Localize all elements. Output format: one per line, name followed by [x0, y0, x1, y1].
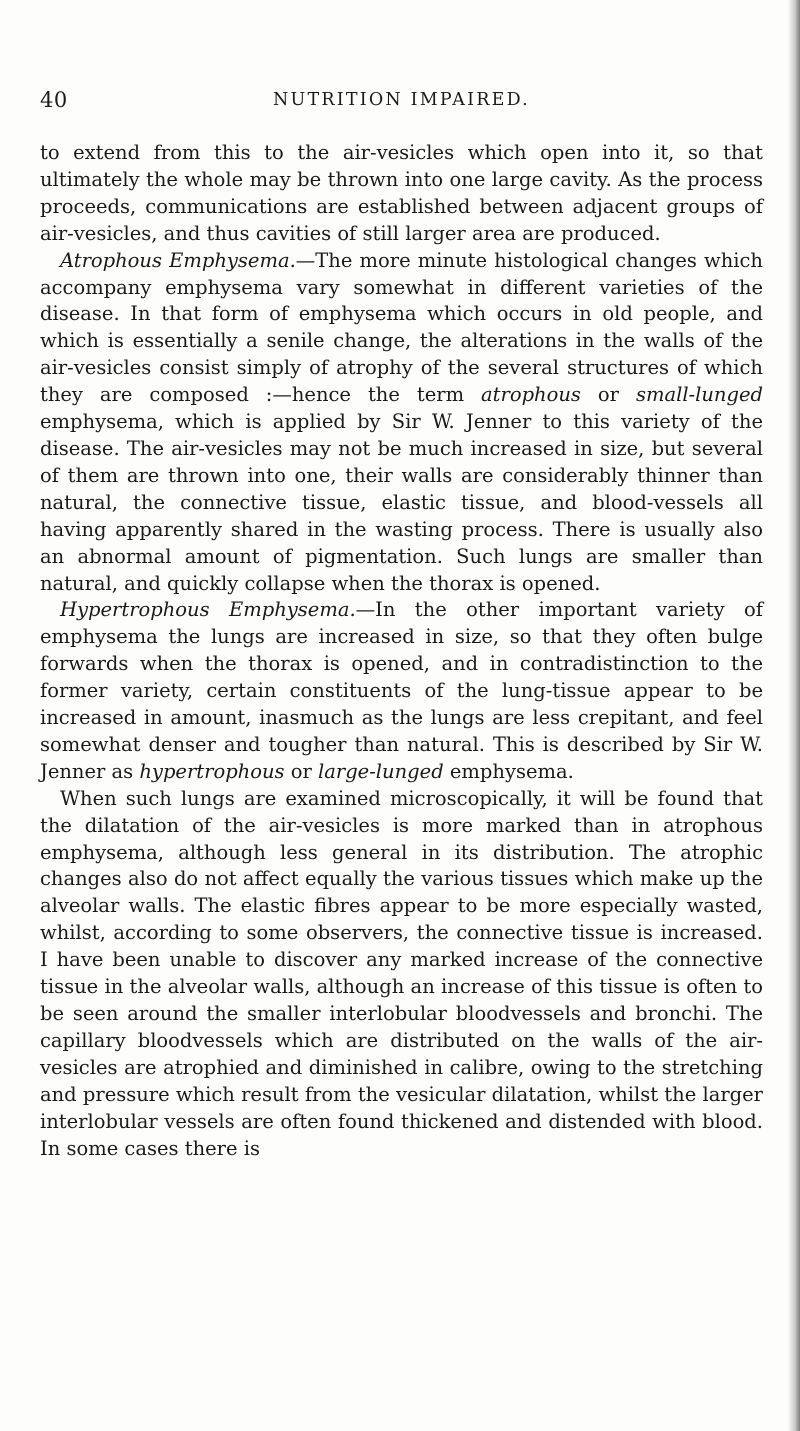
paragraph-microscopic-findings	[40, 786, 763, 1163]
page-number: 40	[40, 88, 68, 112]
paragraph-atrophous-emphysema	[40, 248, 763, 598]
term-large-lunged: large-lunged	[318, 759, 444, 783]
page-edge-shadow	[788, 0, 800, 1431]
term-small-lunged: small-lunged	[635, 383, 763, 407]
section-heading-hypertrophous: Hypertrophous Emphysema.	[60, 598, 356, 622]
page-header	[40, 88, 763, 120]
paragraph-text: —The more minute histological changes which accompany emphysema vary somewhat in different varieties of the disease. In that form of emphysema which occurs in old people, and which is essentially a senile change, the alterations in the walls of the air-vesicles consist simply of atrophy of the several structures of which they are composed :—hence the term	[40, 248, 763, 407]
paragraph-text: or	[284, 759, 319, 783]
running-head: NUTRITION IMPAIRED.	[273, 90, 530, 110]
paragraph-text: emphysema, which is applied by Sir W. Jenner to this variety of the disease. The air-vesicles may not be much increased in size, but several of them are thrown into one, their walls are considerably thinner than natural, the connective tissue, elastic tissue, and blood-vessels all having apparently shared in the wasting process. There is usually also an abnormal amount of pigmentation. Such lungs are smaller than natural, and quickly collapse when the thorax is opened.	[40, 410, 763, 595]
paragraph-hypertrophous-emphysema	[40, 597, 763, 785]
paragraph-text: —In the other important variety of emphysema the lungs are increased in size, so that they often bulge forwards when the thorax is opened, and in contradistinction to the former variety, certain constituents of the lung-tissue appear to be increased in amount, inasmuch as the lungs are less crepitant, and feel somewhat denser and tougher than natural. This is described by Sir W. Jenner as	[40, 598, 763, 783]
body-text	[40, 140, 763, 1162]
paragraph-text: to extend from this to the air-vesicles which open into it, so that ultimately the whole may be thrown into one large cavity. As the process proceeds, communications are established between adjacent groups of air-vesicles, and thus cavities of still larger area are produced.	[40, 141, 763, 245]
term-atrophous: atrophous	[481, 383, 581, 407]
paragraph-text: emphysema.	[443, 759, 574, 783]
term-hypertrophous: hypertrophous	[139, 759, 285, 783]
paragraph-continued	[40, 140, 763, 248]
section-heading-atrophous: Atrophous Emphysema.	[60, 248, 296, 272]
paragraph-text: When such lungs are examined microscopically, it will be found that the dilatation of the air-vesicles is more marked than in atrophous emphysema, although less general in its distribution. The atrophic changes also do not affect equally the various tissues which make up the alveolar walls. The elastic fibres appear to be more especially wasted, whilst, according to some observers, the connective tissue is increased. I have been unable to discover any marked increase of the connective tissue in the alveolar walls, although an increase of this tissue is often to be seen around the smaller interlobular bloodvessels and bronchi. The capillary bloodvessels which are distributed on the walls of the air-vesicles are atrophied and diminished in calibre, owing to the stretching and pressure which result from the vesicular dilatation, whilst the larger interlobular vessels are often found thickened and distended with blood. In some cases there is	[40, 786, 763, 1160]
paragraph-text: or	[580, 383, 636, 407]
